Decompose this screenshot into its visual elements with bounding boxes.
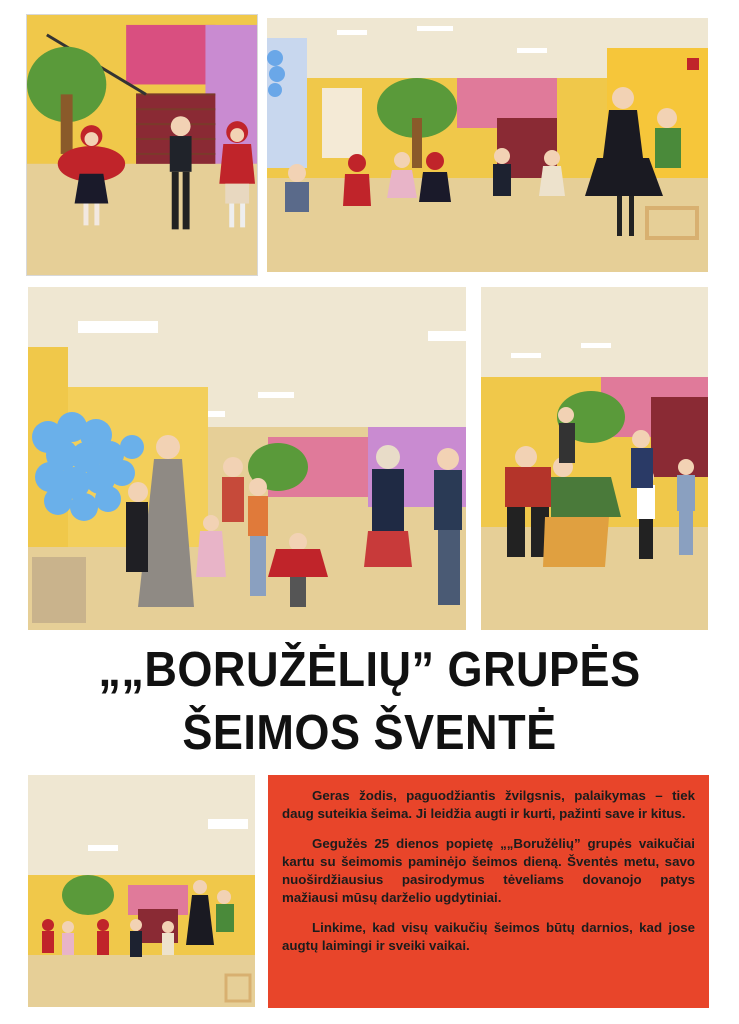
photo-hall-children-teacher-image bbox=[267, 18, 708, 272]
headline-line-1: „„BORUŽĖLIŲ” GRUPĖS bbox=[98, 643, 641, 697]
article-paragraph-3: Linkime, kad visų vaikučių šeimos būtų darnios, kad jose augtų laimingi ir sveiki vaikai. bbox=[282, 920, 695, 953]
photo-families-game bbox=[481, 287, 708, 630]
photo-families-game-image bbox=[481, 287, 708, 630]
photo-families-circle-balloons bbox=[28, 287, 466, 630]
article-text-box bbox=[268, 775, 709, 1008]
photo-families-circle-balloons-image bbox=[28, 287, 466, 630]
photo-hall-children-teacher bbox=[267, 18, 708, 272]
article-paragraph-2: Gegužės 25 dienos popietę „„Boružėlių” grupės vaikučiai kartu su šeimomis paminėjo šeimos dieną. Šventės metu, savo nuoširdžiausius pasirodymus tėveliams dovanojo patys mažiausi mūsų darželio ugdytiniai. bbox=[282, 836, 695, 905]
photo-ladybug-dancers bbox=[26, 14, 258, 276]
photo-hall-dance-image bbox=[28, 775, 255, 1007]
article-paragraph-1: Geras žodis, paguodžiantis žvilgsnis, palaikymas – tiek daug suteikia šeima. Ji leidžia augti ir kurti, pažinti save ir kitus. bbox=[282, 788, 695, 821]
headline-line-2: ŠEIMOS ŠVENTĖ bbox=[182, 706, 557, 760]
photo-hall-dance bbox=[28, 775, 255, 1007]
photo-ladybug-dancers-image bbox=[27, 15, 257, 275]
